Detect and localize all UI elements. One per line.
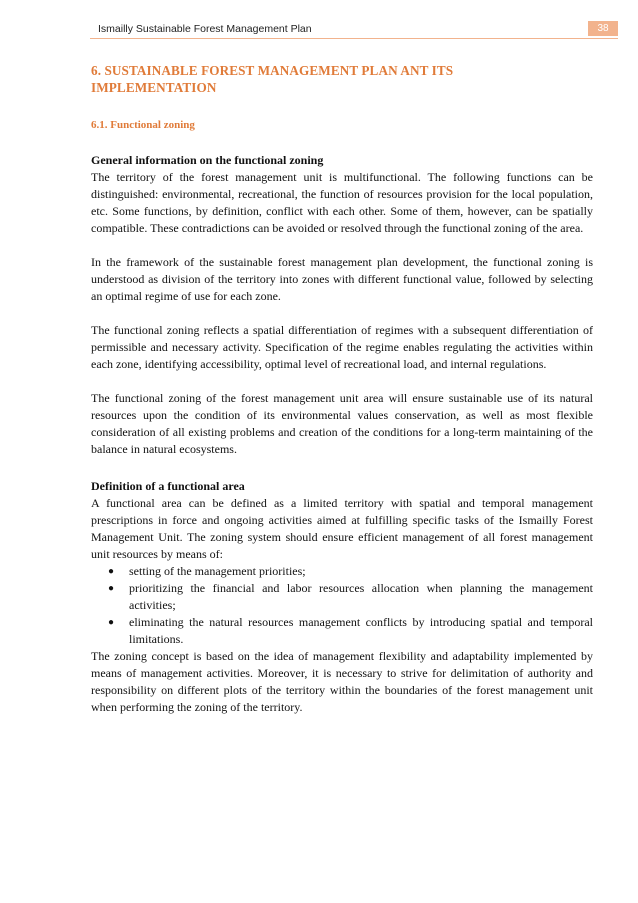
bullet-icon: ● xyxy=(108,566,115,577)
page-content xyxy=(91,62,593,716)
list-item xyxy=(91,580,593,614)
general-info-heading: General information on the functional zoning xyxy=(91,153,324,167)
page-number-badge: 38 xyxy=(588,21,618,36)
section-title-line-2: IMPLEMENTATION xyxy=(91,80,217,95)
definition-heading: Definition of a functional area xyxy=(91,479,245,493)
page-header xyxy=(90,22,618,38)
general-paragraph-3: The functional zoning reflects a spatial differentiation of regimes with a subsequent differentiation of permissible and necessary activity. Specification of the regime enables regulating the activities within each zone, identifying accessibility, optimal level of recreational load, and internal regulations. xyxy=(91,323,593,371)
section-title xyxy=(91,62,593,96)
list-item xyxy=(91,563,593,580)
list-item-text: setting of the management priorities; xyxy=(129,564,306,578)
header-divider xyxy=(90,38,618,39)
list-item xyxy=(91,614,593,648)
general-paragraph-1: The territory of the forest management unit is multifunctional. The following functions can be distinguished: environmental, recreational, the function of resources provision for the local population, etc. Some functions, by definition, conflict with each other. Some of them, however, can be spatially compatible. These contradictions can be avoided or resolved through the functional zoning of the area. xyxy=(91,170,593,235)
section-title-line-1: 6. SUSTAINABLE FOREST MANAGEMENT PLAN ANT ITS xyxy=(91,63,454,78)
list-item-text: eliminating the natural resources management conflicts by introducing spatial and temporal limitations. xyxy=(129,615,593,646)
general-paragraph-4: The functional zoning of the forest management unit area will ensure sustainable use of its natural resources upon the condition of its environmental values conservation, as well as most flexible consideration of all existing problems and creation of the conditions for a long-term maintaining of the balance in natural ecosystems. xyxy=(91,391,593,456)
general-paragraph-2: In the framework of the sustainable forest management plan development, the functional zoning is understood as division of the territory into zones with different functional value, followed by selecting an optimal regime of use for each zone. xyxy=(91,255,593,303)
list-item-text: prioritizing the financial and labor resources allocation when planning the management activities; xyxy=(129,581,593,612)
subsection-title: 6.1. Functional zoning xyxy=(91,119,195,131)
bullet-icon: ● xyxy=(108,583,115,594)
definition-paragraph-2: The zoning concept is based on the idea of management flexibility and adaptability implemented by means of management activities. Moreover, it is necessary to strive for delimitation of authority and responsibility on different plots of the territory within the boundaries of the forest management unit when performing the zoning of the territory. xyxy=(91,649,593,714)
bullet-icon: ● xyxy=(108,617,115,628)
definition-bullet-list xyxy=(91,563,593,648)
document-title: Ismailly Sustainable Forest Management Plan xyxy=(98,23,312,35)
definition-paragraph-1: A functional area can be defined as a limited territory with spatial and temporal management prescriptions in force and ongoing activities aimed at fulfilling specific tasks of the Ismailly Forest Management Unit. The zoning system should ensure efficient management of all forest management unit resources by means of: xyxy=(91,496,593,561)
